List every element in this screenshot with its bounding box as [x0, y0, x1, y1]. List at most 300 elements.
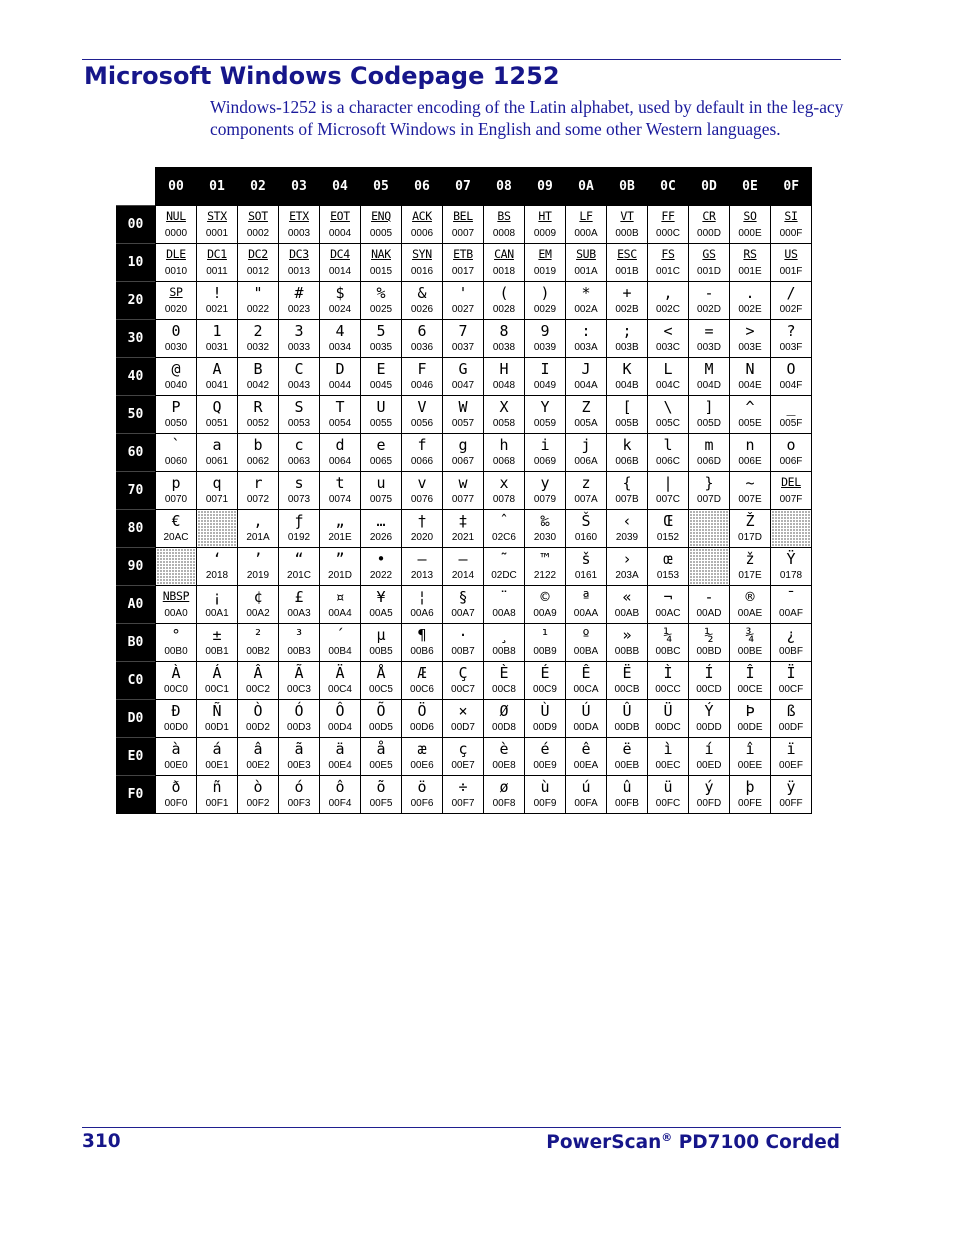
- char-cell: [566, 662, 607, 700]
- table-corner: [116, 167, 156, 206]
- char-cell: [484, 244, 525, 282]
- char-cell: [566, 434, 607, 472]
- char-glyph: Ù: [540, 702, 550, 720]
- char-code: 201A: [246, 532, 270, 543]
- char-code: 003F: [779, 342, 803, 353]
- char-cell: [279, 510, 320, 548]
- char-cell: [648, 358, 689, 396]
- char-glyph: D: [335, 360, 345, 378]
- char-cell: [484, 586, 525, 624]
- char-cell: [771, 320, 812, 358]
- char-code: 0047: [451, 380, 475, 391]
- column-header: 0B: [607, 167, 648, 206]
- char-code: 00D9: [533, 722, 557, 733]
- char-cell: [443, 434, 484, 472]
- char-cell: [566, 624, 607, 662]
- char-cell: [648, 776, 689, 814]
- table-row: [116, 358, 812, 396]
- char-code: 00D0: [164, 722, 188, 733]
- char-code: 0072: [246, 494, 270, 505]
- char-code: 0035: [369, 342, 393, 353]
- char-code: 00AF: [779, 608, 803, 619]
- row-header: B0: [116, 624, 156, 662]
- char-glyph: ´: [335, 626, 345, 644]
- char-cell: [443, 700, 484, 738]
- char-glyph: SP: [169, 285, 183, 299]
- char-glyph: þ: [745, 778, 755, 796]
- char-cell: [525, 244, 566, 282]
- char-glyph: ª: [581, 588, 591, 606]
- char-cell: [607, 472, 648, 510]
- char-cell: [443, 206, 484, 244]
- char-code: 0007: [451, 228, 475, 239]
- char-cell: [279, 738, 320, 776]
- char-cell: [525, 206, 566, 244]
- char-cell: [730, 586, 771, 624]
- char-glyph: À: [171, 664, 181, 682]
- char-code: 00C1: [205, 684, 229, 695]
- char-code: 003D: [697, 342, 721, 353]
- column-header: 04: [320, 167, 361, 206]
- char-cell: [320, 548, 361, 586]
- char-glyph: é: [540, 740, 550, 758]
- char-cell: [525, 776, 566, 814]
- char-code: 00B5: [369, 646, 393, 657]
- char-code: 002F: [779, 304, 803, 315]
- char-code: 00B7: [451, 646, 475, 657]
- char-code: 017D: [738, 532, 762, 543]
- char-glyph: ¦: [417, 588, 427, 606]
- char-glyph: A: [212, 360, 222, 378]
- char-glyph: GS: [702, 247, 716, 261]
- char-cell: [484, 548, 525, 586]
- table-row: [116, 206, 812, 244]
- char-glyph: P: [171, 398, 181, 416]
- char-glyph: í: [704, 740, 714, 758]
- page-title: Microsoft Windows Codepage 1252: [84, 62, 560, 90]
- table-row: [116, 548, 812, 586]
- table-row: [116, 396, 812, 434]
- char-glyph: ±: [212, 626, 222, 644]
- char-code: 00C6: [410, 684, 434, 695]
- char-cell: [156, 510, 197, 548]
- char-code: 0017: [451, 266, 475, 277]
- char-glyph: „: [335, 512, 345, 530]
- char-code: 0002: [246, 228, 270, 239]
- char-cell: [566, 700, 607, 738]
- char-code: 0024: [328, 304, 352, 315]
- char-cell: [607, 206, 648, 244]
- char-glyph: —: [458, 550, 468, 568]
- char-glyph: Œ: [663, 512, 673, 530]
- char-code: 000C: [656, 228, 680, 239]
- char-cell: [320, 358, 361, 396]
- product-name: PowerScan: [546, 1132, 662, 1153]
- char-code: 2020: [410, 532, 434, 543]
- char-cell: [607, 776, 648, 814]
- char-glyph: Ó: [294, 702, 304, 720]
- char-code: 00CD: [696, 684, 722, 695]
- column-header: 02: [238, 167, 279, 206]
- char-code: 00B2: [246, 646, 270, 657]
- char-cell: [156, 206, 197, 244]
- char-glyph: ¡: [212, 588, 222, 606]
- char-glyph: «: [622, 588, 632, 606]
- char-glyph: €: [171, 512, 181, 530]
- char-glyph: Æ: [417, 664, 427, 682]
- char-cell: [402, 320, 443, 358]
- char-cell: [566, 358, 607, 396]
- char-code: 00FF: [779, 798, 803, 809]
- char-glyph: ¥: [376, 588, 386, 606]
- column-header: 03: [279, 167, 320, 206]
- char-glyph: DC4: [330, 247, 350, 261]
- char-code: 00B1: [205, 646, 229, 657]
- char-glyph: Ý: [704, 702, 714, 720]
- char-cell: [402, 548, 443, 586]
- char-glyph: š: [581, 550, 591, 568]
- char-code: 00DE: [737, 722, 763, 733]
- char-cell: [648, 434, 689, 472]
- char-cell: [156, 358, 197, 396]
- char-code: 00D7: [451, 722, 475, 733]
- char-cell: [730, 396, 771, 434]
- char-code: 0029: [533, 304, 557, 315]
- char-glyph: Ö: [417, 702, 427, 720]
- char-glyph: ˆ: [499, 512, 509, 530]
- char-glyph: ~: [745, 474, 755, 492]
- char-glyph: °: [171, 626, 181, 644]
- char-glyph: l: [663, 436, 673, 454]
- table-row: [116, 320, 812, 358]
- char-code: 001B: [615, 266, 639, 277]
- char-code: 00D3: [287, 722, 311, 733]
- char-glyph: Y: [540, 398, 550, 416]
- char-glyph: SUB: [576, 247, 596, 261]
- char-glyph: SO: [743, 209, 757, 223]
- char-code: 0178: [779, 570, 803, 581]
- char-cell: [238, 320, 279, 358]
- char-cell: [607, 244, 648, 282]
- char-code: 0011: [206, 266, 228, 277]
- char-cell: [279, 624, 320, 662]
- char-cell: [402, 738, 443, 776]
- char-glyph: \: [663, 398, 673, 416]
- char-cell: [197, 700, 238, 738]
- char-glyph: SYN: [412, 247, 432, 261]
- char-cell: [648, 548, 689, 586]
- char-code: 0021: [205, 304, 229, 315]
- char-code: 003C: [656, 342, 680, 353]
- char-glyph: c: [294, 436, 304, 454]
- char-cell: [320, 282, 361, 320]
- char-glyph: Ž: [745, 512, 755, 530]
- char-code: 0020: [164, 304, 188, 315]
- char-code: 00C5: [369, 684, 393, 695]
- char-cell: [156, 320, 197, 358]
- char-code: 0019: [533, 266, 557, 277]
- char-code: 0039: [533, 342, 557, 353]
- char-code: 00E3: [287, 760, 311, 771]
- char-code: 0056: [410, 418, 434, 429]
- char-cell: [730, 472, 771, 510]
- char-cell: [525, 472, 566, 510]
- char-cell: [361, 738, 402, 776]
- char-cell: [279, 586, 320, 624]
- char-cell: [402, 624, 443, 662]
- char-glyph: î: [745, 740, 755, 758]
- char-glyph: Þ: [745, 702, 755, 720]
- column-header: 07: [443, 167, 484, 206]
- char-code: 0074: [328, 494, 352, 505]
- char-code: 004D: [697, 380, 721, 391]
- char-glyph: d: [335, 436, 345, 454]
- char-cell: [566, 472, 607, 510]
- char-cell: [607, 586, 648, 624]
- char-cell: [566, 396, 607, 434]
- char-glyph: 3: [294, 322, 304, 340]
- char-glyph: 9: [540, 322, 550, 340]
- char-glyph: Í: [704, 664, 714, 682]
- char-cell: [525, 434, 566, 472]
- table-row: [116, 700, 812, 738]
- char-code: 00AE: [737, 608, 763, 619]
- char-cell: [771, 776, 812, 814]
- char-code: 000E: [738, 228, 762, 239]
- char-glyph: Ï: [786, 664, 796, 682]
- codepage-table-container: [116, 167, 812, 814]
- char-cell: [607, 282, 648, 320]
- char-glyph: Õ: [376, 702, 386, 720]
- char-code: 0192: [287, 532, 311, 543]
- char-glyph: ‘: [212, 550, 222, 568]
- char-cell: [525, 282, 566, 320]
- char-code: 0032: [246, 342, 270, 353]
- char-glyph: †: [417, 512, 427, 530]
- char-cell: [689, 434, 730, 472]
- column-header: 06: [402, 167, 443, 206]
- char-code: 00CB: [614, 684, 640, 695]
- char-cell: [320, 434, 361, 472]
- char-cell: [484, 434, 525, 472]
- row-header: 20: [116, 282, 156, 320]
- char-code: 0023: [287, 304, 311, 315]
- char-code: 0073: [287, 494, 311, 505]
- undefined-cell: [197, 510, 238, 548]
- char-code: 0060: [164, 456, 188, 467]
- char-glyph: ü: [663, 778, 673, 796]
- char-cell: [279, 206, 320, 244]
- char-cell: [689, 358, 730, 396]
- char-cell: [566, 206, 607, 244]
- char-cell: [320, 320, 361, 358]
- undefined-cell: [156, 548, 197, 586]
- char-glyph: O: [786, 360, 796, 378]
- char-glyph: DC1: [207, 247, 227, 261]
- char-cell: [525, 586, 566, 624]
- char-cell: [443, 396, 484, 434]
- char-glyph: ù: [540, 778, 550, 796]
- char-glyph: SI: [784, 209, 798, 223]
- char-glyph: ³: [294, 626, 304, 644]
- char-cell: [484, 510, 525, 548]
- char-glyph: ’: [253, 550, 263, 568]
- char-code: 000A: [574, 228, 598, 239]
- char-glyph: B: [253, 360, 263, 378]
- char-code: 00D8: [492, 722, 516, 733]
- char-code: 007C: [656, 494, 680, 505]
- char-code: 0004: [328, 228, 352, 239]
- char-glyph: ç: [458, 740, 468, 758]
- char-code: 003E: [738, 342, 762, 353]
- char-cell: [730, 358, 771, 396]
- char-cell: [361, 776, 402, 814]
- row-header: C0: [116, 662, 156, 700]
- char-cell: [648, 282, 689, 320]
- char-code: 0041: [205, 380, 229, 391]
- char-glyph: µ: [376, 626, 386, 644]
- char-code: 00D1: [205, 722, 229, 733]
- char-cell: [279, 358, 320, 396]
- char-code: 001D: [697, 266, 721, 277]
- char-code: 006C: [656, 456, 680, 467]
- char-code: 00BC: [655, 646, 681, 657]
- char-cell: [689, 244, 730, 282]
- char-code: 2022: [369, 570, 393, 581]
- char-code: 0062: [246, 456, 270, 467]
- row-header: D0: [116, 700, 156, 738]
- undefined-cell: [771, 510, 812, 548]
- char-code: 00C0: [164, 684, 188, 695]
- char-glyph: /: [786, 284, 796, 302]
- char-code: 00F0: [164, 798, 188, 809]
- char-code: 00A5: [369, 608, 393, 619]
- char-cell: [238, 472, 279, 510]
- table-body: [116, 206, 812, 814]
- char-glyph: .: [745, 284, 755, 302]
- char-code: 004E: [738, 380, 762, 391]
- product-model: PD7100 Corded: [678, 1132, 840, 1153]
- char-cell: [156, 282, 197, 320]
- char-glyph: »: [622, 626, 632, 644]
- char-cell: [443, 472, 484, 510]
- char-code: 00CE: [737, 684, 763, 695]
- char-code: 00EE: [737, 760, 763, 771]
- char-code: 00EA: [573, 760, 599, 771]
- char-cell: [607, 396, 648, 434]
- char-code: 003B: [615, 342, 639, 353]
- char-code: 00D2: [246, 722, 270, 733]
- char-cell: [402, 244, 443, 282]
- char-glyph: ·: [458, 626, 468, 644]
- char-cell: [566, 510, 607, 548]
- char-code: 0079: [533, 494, 557, 505]
- char-cell: [238, 776, 279, 814]
- char-cell: [689, 320, 730, 358]
- char-cell: [320, 624, 361, 662]
- char-code: 00E0: [164, 760, 188, 771]
- char-code: 0009: [533, 228, 557, 239]
- char-cell: [443, 662, 484, 700]
- char-code: 005F: [779, 418, 803, 429]
- char-glyph: ›: [622, 550, 632, 568]
- char-code: 00EC: [655, 760, 681, 771]
- char-glyph: `: [171, 436, 181, 454]
- char-code: 002E: [738, 304, 762, 315]
- char-cell: [689, 700, 730, 738]
- char-code: 000F: [779, 228, 803, 239]
- char-glyph: f: [417, 436, 427, 454]
- column-header: 0F: [771, 167, 812, 206]
- char-glyph: J: [581, 360, 591, 378]
- char-glyph: ž: [745, 550, 755, 568]
- char-glyph: EM: [538, 247, 552, 261]
- char-cell: [771, 396, 812, 434]
- char-cell: [648, 472, 689, 510]
- char-glyph: Å: [376, 664, 386, 682]
- char-glyph: b: [253, 436, 263, 454]
- char-cell: [238, 700, 279, 738]
- char-cell: [648, 510, 689, 548]
- char-code: 203A: [615, 570, 639, 581]
- char-cell: [279, 548, 320, 586]
- char-code: 003A: [574, 342, 598, 353]
- char-code: 0067: [451, 456, 475, 467]
- char-code: 0048: [492, 380, 516, 391]
- char-glyph: ¤: [335, 588, 345, 606]
- char-glyph: Ü: [663, 702, 673, 720]
- char-glyph: X: [499, 398, 509, 416]
- char-glyph: N: [745, 360, 755, 378]
- char-code: 0015: [369, 266, 393, 277]
- char-cell: [197, 586, 238, 624]
- char-glyph: 8: [499, 322, 509, 340]
- char-cell: [197, 320, 238, 358]
- char-glyph: G: [458, 360, 468, 378]
- char-code: 0028: [492, 304, 516, 315]
- column-header: 09: [525, 167, 566, 206]
- char-code: 2039: [615, 532, 639, 543]
- row-header: 60: [116, 434, 156, 472]
- char-code: 001A: [574, 266, 598, 277]
- char-glyph: ä: [335, 740, 345, 758]
- char-cell: [320, 206, 361, 244]
- char-code: 002A: [574, 304, 598, 315]
- char-cell: [156, 396, 197, 434]
- char-cell: [443, 548, 484, 586]
- char-cell: [361, 662, 402, 700]
- char-code: 0000: [164, 228, 188, 239]
- char-cell: [771, 586, 812, 624]
- char-cell: [648, 624, 689, 662]
- char-code: 2021: [451, 532, 475, 543]
- char-code: 0054: [328, 418, 352, 429]
- char-glyph: F: [417, 360, 427, 378]
- char-glyph: x: [499, 474, 509, 492]
- char-glyph: ë: [622, 740, 632, 758]
- char-glyph: NBSP: [162, 589, 190, 603]
- char-cell: [238, 624, 279, 662]
- char-glyph: ê: [581, 740, 591, 758]
- char-glyph: ñ: [212, 778, 222, 796]
- char-cell: [689, 396, 730, 434]
- char-glyph: _: [786, 398, 796, 416]
- char-glyph: @: [171, 360, 181, 378]
- char-glyph: £: [294, 588, 304, 606]
- char-glyph: FF: [661, 209, 675, 223]
- row-header: 30: [116, 320, 156, 358]
- char-code: 000D: [697, 228, 721, 239]
